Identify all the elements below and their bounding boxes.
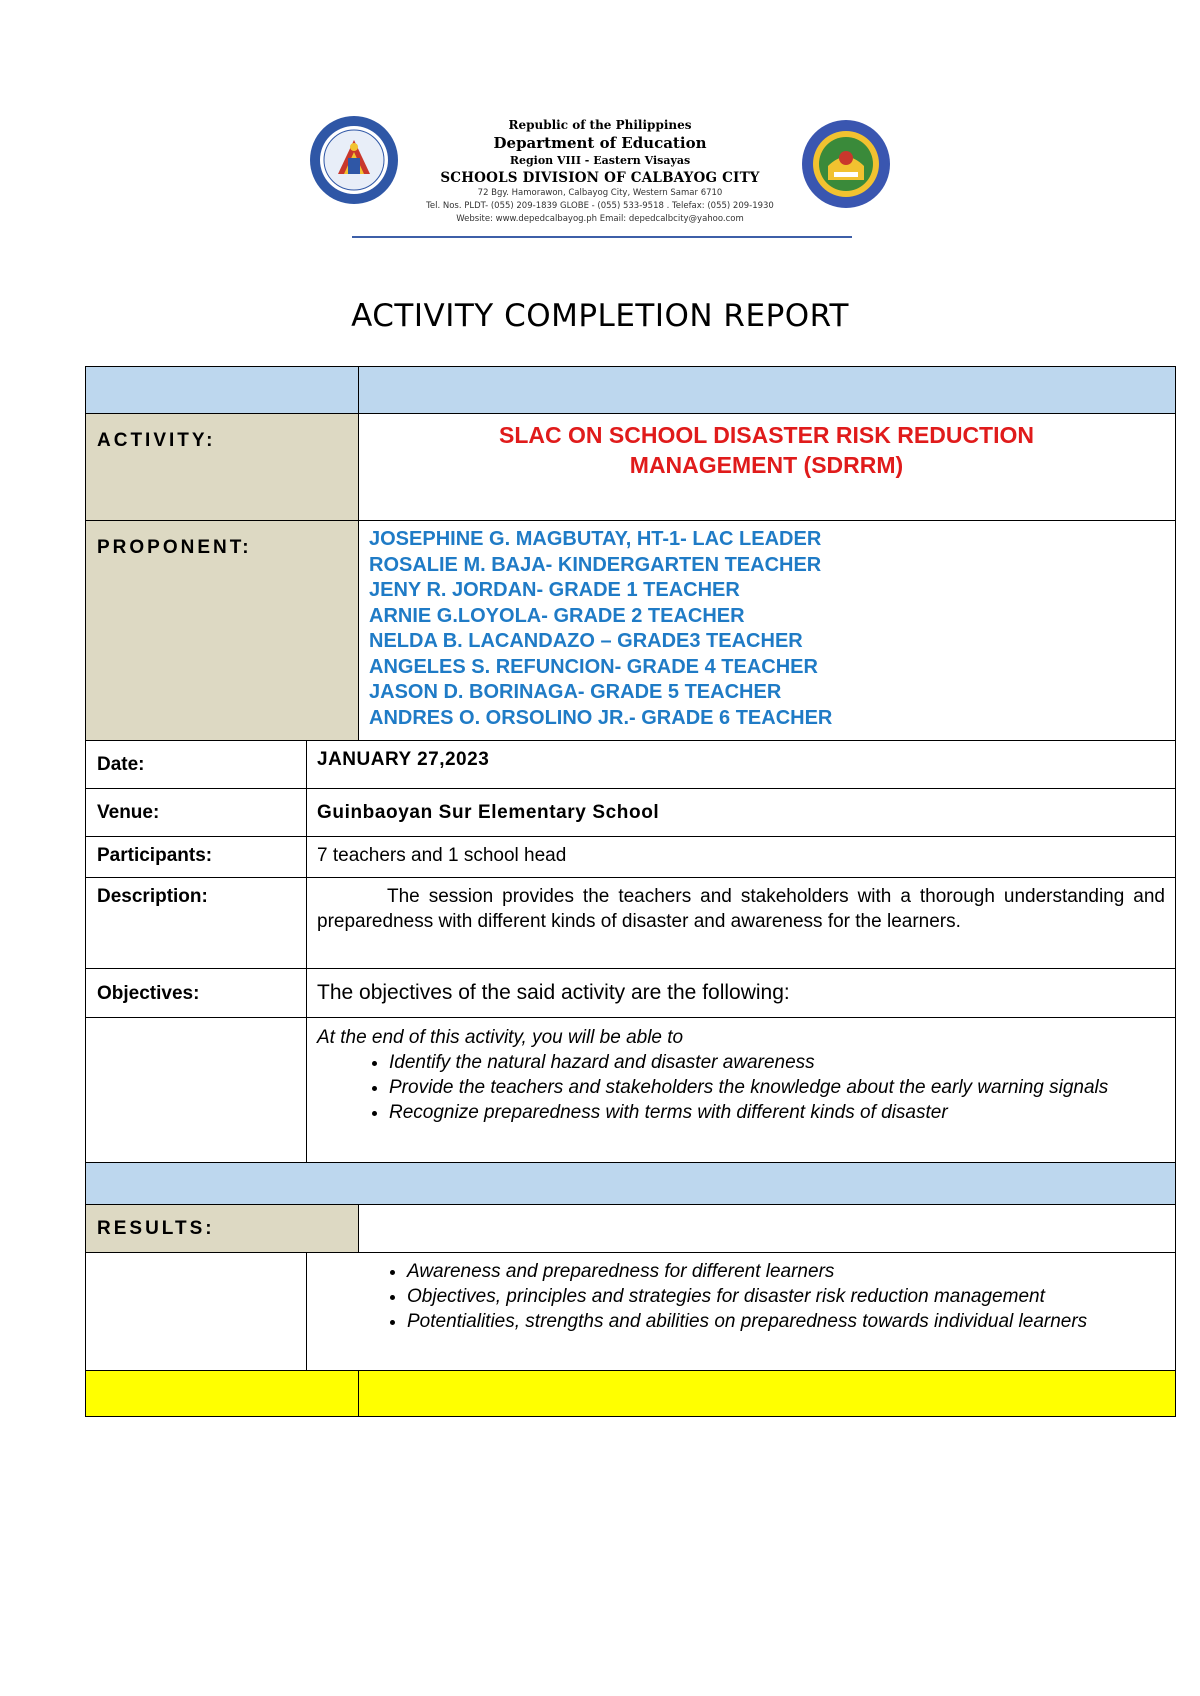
description-value: The session provides the teachers and stakeholders with a thorough understanding and preparedness with different kinds of disaster and awareness for the learners. <box>317 886 1165 932</box>
letterhead-rule <box>352 236 852 238</box>
table-line <box>306 740 307 1162</box>
page-title: ACTIVITY COMPLETION REPORT <box>351 298 849 334</box>
result-item: • Potentialities, strengths and abilities on preparedness towards individual learners <box>407 1309 1165 1334</box>
venue-label: Venue: <box>97 802 160 823</box>
table-line <box>85 1162 1176 1163</box>
letterhead-text <box>400 116 800 226</box>
proponent-name: ANDRES O. ORSOLINO JR.- GRADE 6 TEACHER <box>369 706 833 729</box>
activity-title-line2: MANAGEMENT (SDRRM) <box>629 452 904 478</box>
proponent-name: NELDA B. LACANDAZO – GRADE3 TEACHER <box>369 630 803 652</box>
objective-item: • Identify the natural hazard and disaster awareness <box>389 1050 1165 1075</box>
table-line <box>358 1204 359 1252</box>
table-line <box>85 1416 1176 1417</box>
table-line <box>85 740 1176 741</box>
proponent-name: ARNIE G.LOYOLA- GRADE 2 TEACHER <box>369 604 745 627</box>
table-line <box>85 877 1176 878</box>
participants-value: 7 teachers and 1 school head <box>317 845 567 866</box>
table-line <box>306 1252 307 1370</box>
proponent-name: JASON D. BORINAGA- GRADE 5 TEACHER <box>369 681 782 703</box>
participants-label: Participants: <box>97 845 213 866</box>
tel-line: Tel. Nos. PLDT- (055) 209-1839 GLOBE - (055) 533-9518 . Telefax: (055) 209-1930 <box>426 201 774 211</box>
objectives-intro: The objectives of the said activity are the following: <box>317 981 790 1004</box>
proponent-name: JENY R. JORDAN- GRADE 1 TEACHER <box>369 579 740 601</box>
proponent-name: JOSEPHINE G. MAGBUTAY, HT-1- LAC LEADER <box>369 528 822 550</box>
region-line: Region VIII - Eastern Visayas <box>509 154 691 167</box>
result-item: • Awareness and preparedness for different learners <box>407 1259 1165 1284</box>
deped-seal-icon <box>308 114 400 206</box>
footer-band <box>85 1370 1175 1416</box>
division-line: SCHOOLS DIVISION OF CALBAYOG CITY <box>440 170 760 186</box>
objective-item: • Provide the teachers and stakeholders the knowledge about the early warning signals <box>389 1075 1165 1100</box>
date-value: JANUARY 27,2023 <box>317 749 490 770</box>
objectives-list <box>317 1025 1165 1125</box>
date-label: Date: <box>97 754 145 775</box>
table-line <box>1175 366 1176 1417</box>
separator-band <box>85 1162 1175 1204</box>
table-line <box>85 836 1176 837</box>
proponent-list <box>369 527 1169 731</box>
description-label: Description: <box>97 886 208 907</box>
activity-label: ACTIVITY: <box>97 430 216 451</box>
results-bullets <box>317 1259 1165 1334</box>
table-line <box>85 413 1176 414</box>
proponent-name: ROSALIE M. BAJA- KINDERGARTEN TEACHER <box>369 553 822 576</box>
republic-line: Republic of the Philippines <box>508 118 692 132</box>
activity-title <box>358 420 1175 480</box>
calbayog-division-seal-icon <box>800 118 892 210</box>
letterhead <box>300 112 900 242</box>
header-band <box>85 367 1175 413</box>
results-list <box>317 1259 1165 1334</box>
address-line: 72 Bgy. Hamorawon, Calbayog City, Western Samar 6710 <box>477 188 723 198</box>
objective-item: • Recognize preparedness with terms with different kinds of disaster <box>389 1100 1165 1125</box>
table-line <box>85 1370 1176 1371</box>
proponent-name: ANGELES S. REFUNCION- GRADE 4 TEACHER <box>369 655 818 678</box>
website-line: Website: www.depedcalbayog.ph Email: depedcalbcity@yahoo.com <box>456 214 744 224</box>
table-line <box>85 1252 1176 1253</box>
objectives-lead: At the end of this activity, you will be able to <box>317 1027 684 1048</box>
table-line <box>85 366 86 1417</box>
venue-value: Guinbaoyan Sur Elementary School <box>317 802 660 823</box>
table-line <box>358 1370 359 1416</box>
table-line <box>85 366 1176 367</box>
table-line <box>85 520 1176 521</box>
activity-title-line1: SLAC ON SCHOOL DISASTER RISK REDUCTION <box>499 422 1034 448</box>
results-label: RESULTS: <box>97 1218 215 1239</box>
table-line <box>85 968 1176 969</box>
objectives-bullets <box>317 1050 1165 1125</box>
objectives-label: Objectives: <box>97 983 200 1004</box>
table-line <box>85 1017 1176 1018</box>
department-line: Department of Education <box>493 134 707 152</box>
proponent-label: PROPONENT: <box>97 537 252 558</box>
table-line <box>85 1204 1176 1205</box>
result-item: • Objectives, principles and strategies for disaster risk reduction management <box>407 1284 1165 1309</box>
table-line <box>85 788 1176 789</box>
